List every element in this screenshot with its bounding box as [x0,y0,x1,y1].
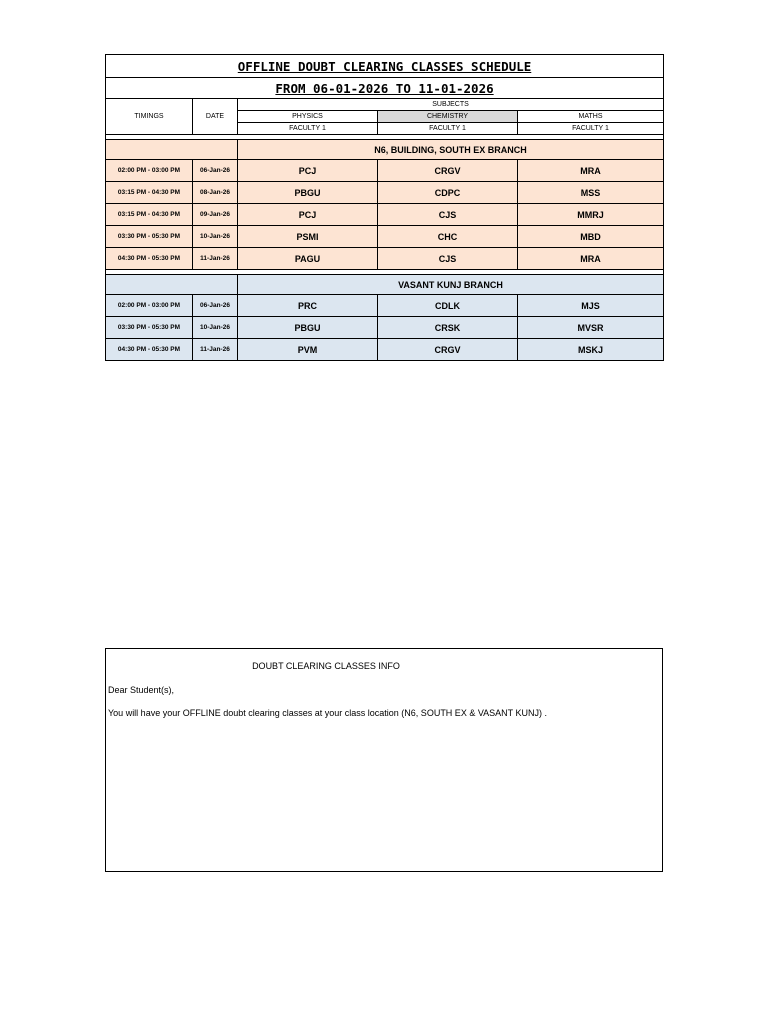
physics-header: PHYSICS [238,111,378,123]
schedule-title: OFFLINE DOUBT CLEARING CLASSES SCHEDULE [106,55,664,78]
chemistry-faculty-cell: CJS [378,204,518,226]
branch-blank-cell [106,140,238,160]
timing-cell: 04:30 PM - 05:30 PM [106,248,193,270]
chemistry-faculty-cell: CHC [378,226,518,248]
maths-faculty-cell: MRA [518,248,664,270]
chemistry-faculty-cell: CDPC [378,182,518,204]
chemistry-faculty-cell: CRGV [378,160,518,182]
info-box [105,648,663,872]
date-cell: 11-Jan-26 [193,248,238,270]
chemistry-faculty-header: FACULTY 1 [378,123,518,135]
maths-faculty-cell: MSS [518,182,664,204]
table-row [106,295,664,317]
chemistry-faculty-cell: CJS [378,248,518,270]
table-row [106,226,664,248]
maths-faculty-cell: MVSR [518,317,664,339]
physics-faculty-cell: PVM [238,339,378,361]
schedule-date-range: FROM 06-01-2026 TO 11-01-2026 [106,78,664,99]
maths-faculty-cell: MRA [518,160,664,182]
timing-cell: 03:15 PM - 04:30 PM [106,204,193,226]
physics-faculty-cell: PRC [238,295,378,317]
physics-faculty-cell: PCJ [238,160,378,182]
branch-blank-cell [106,275,238,295]
maths-header: MATHS [518,111,664,123]
maths-faculty-cell: MSKJ [518,339,664,361]
timing-cell: 02:00 PM - 03:00 PM [106,295,193,317]
table-row [106,204,664,226]
timing-cell: 02:00 PM - 03:00 PM [106,160,193,182]
table-row [106,339,664,361]
chemistry-header: CHEMISTRY [378,111,518,123]
chemistry-faculty-cell: CDLK [378,295,518,317]
chemistry-faculty-cell: CRSK [378,317,518,339]
physics-faculty-cell: PCJ [238,204,378,226]
date-cell: 11-Jan-26 [193,339,238,361]
maths-faculty-cell: MBD [518,226,664,248]
maths-faculty-cell: MMRJ [518,204,664,226]
timing-cell: 03:15 PM - 04:30 PM [106,182,193,204]
info-message: You will have your OFFLINE doubt clearing classes at your class location (N6, SOUTH EX & VASANT KUNJ) . [108,708,548,718]
date-cell: 06-Jan-26 [193,295,238,317]
physics-faculty-header: FACULTY 1 [238,123,378,135]
subjects-header: SUBJECTS [238,99,664,111]
table-row [106,248,664,270]
timings-header: TIMINGS [106,99,193,135]
physics-faculty-cell: PBGU [238,182,378,204]
maths-faculty-header: FACULTY 1 [518,123,664,135]
date-cell: 10-Jan-26 [193,317,238,339]
physics-faculty-cell: PBGU [238,317,378,339]
table-row [106,160,664,182]
table-row [106,182,664,204]
physics-faculty-cell: PAGU [238,248,378,270]
date-cell: 09-Jan-26 [193,204,238,226]
date-cell: 10-Jan-26 [193,226,238,248]
table-row [106,317,664,339]
date-cell: 06-Jan-26 [193,160,238,182]
physics-faculty-cell: PSMI [238,226,378,248]
schedule-table [105,54,664,361]
date-cell: 08-Jan-26 [193,182,238,204]
branch-south-ex-name: N6, BUILDING, SOUTH EX BRANCH [238,140,664,160]
chemistry-faculty-cell: CRGV [378,339,518,361]
timing-cell: 04:30 PM - 05:30 PM [106,339,193,361]
info-greeting: Dear Student(s), [108,685,175,695]
timing-cell: 03:30 PM - 05:30 PM [106,317,193,339]
date-header: DATE [193,99,238,135]
info-title: DOUBT CLEARING CLASSES INFO [252,661,400,671]
maths-faculty-cell: MJS [518,295,664,317]
timing-cell: 03:30 PM - 05:30 PM [106,226,193,248]
branch-vasant-kunj-name: VASANT KUNJ BRANCH [238,275,664,295]
